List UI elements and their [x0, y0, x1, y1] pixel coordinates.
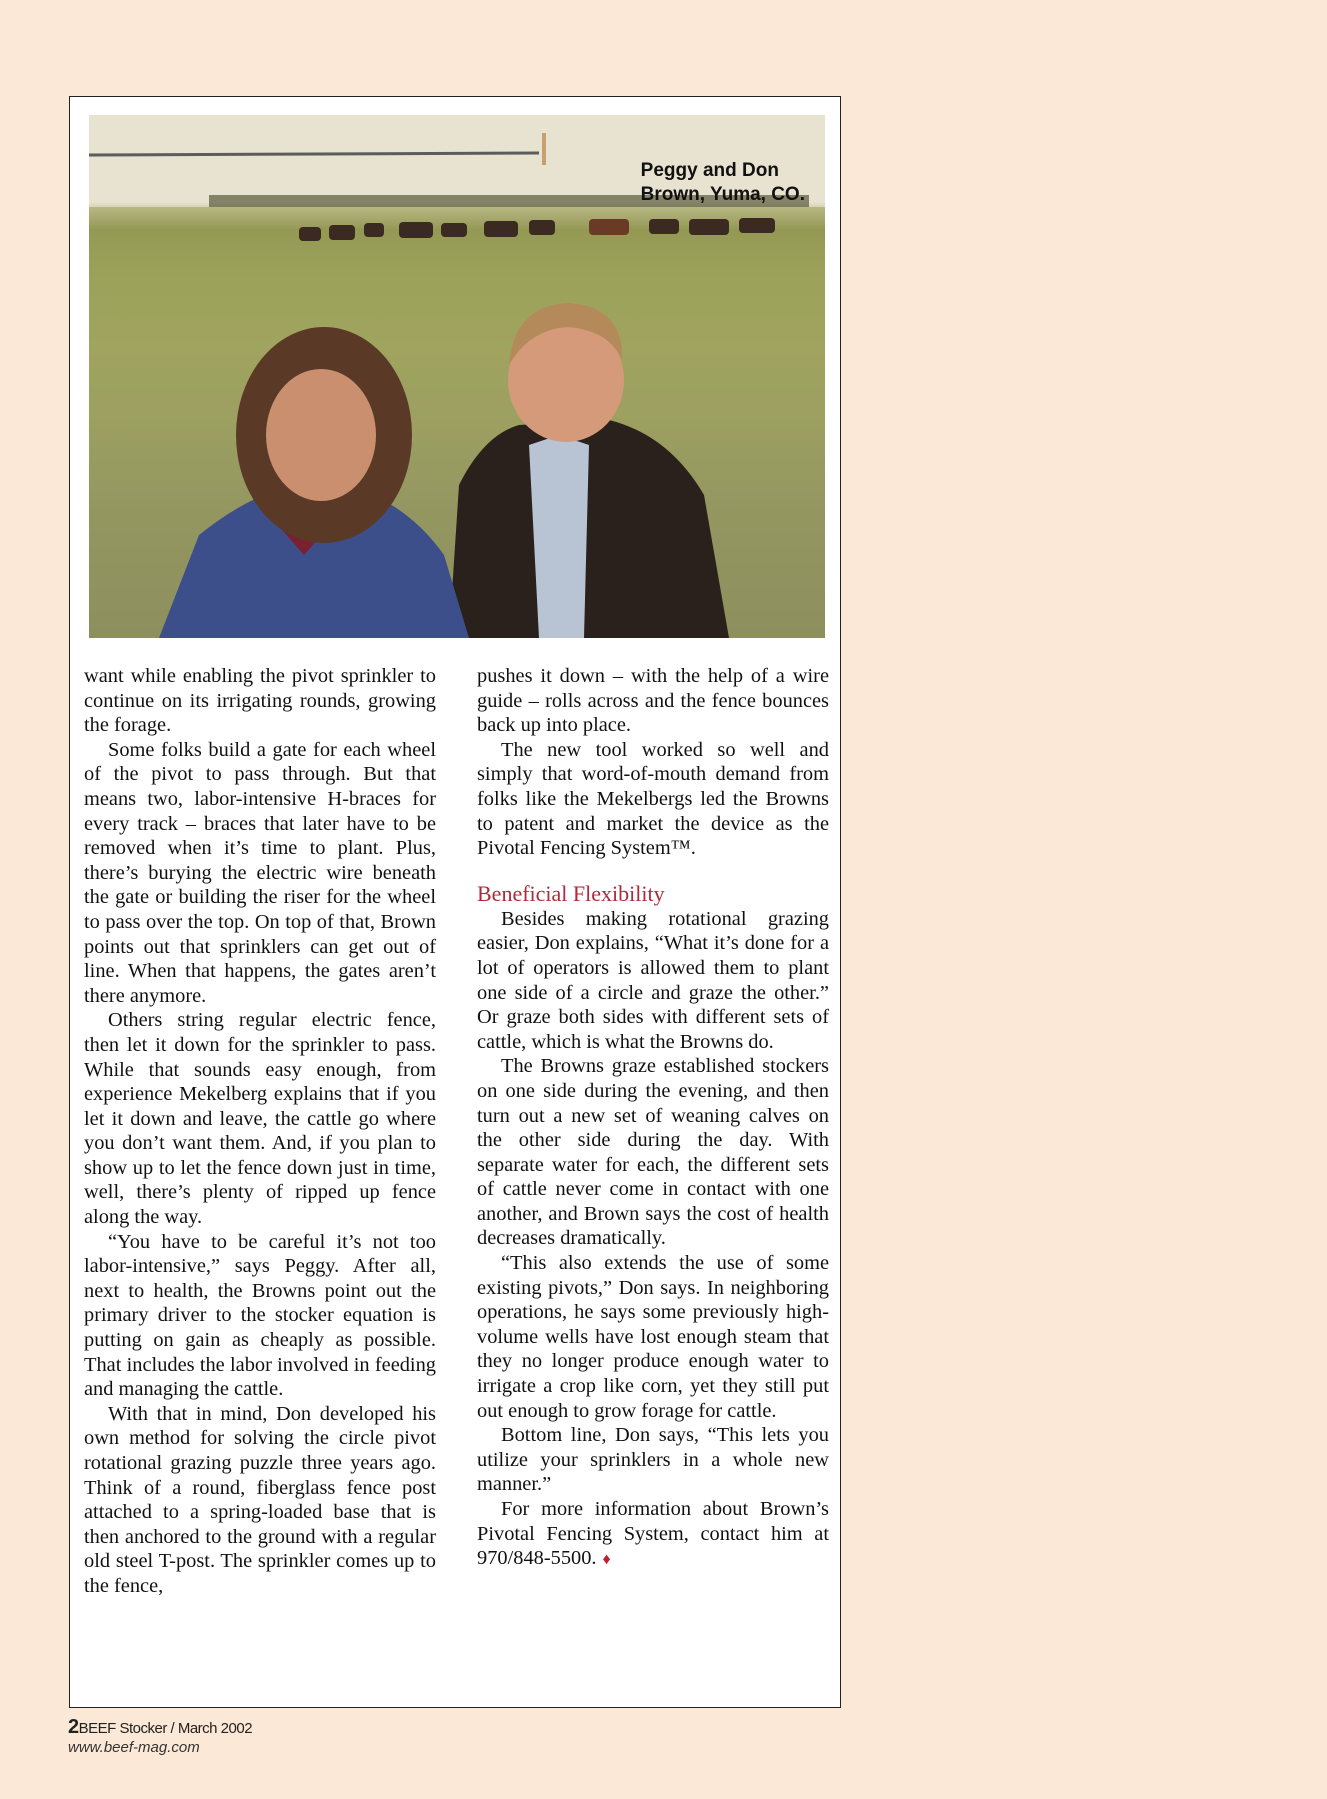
paragraph: pushes it down – with the help of a wire guide – rolls across and the fence bounces back up into place.: [477, 665, 829, 737]
publication-name: BEEF Stocker / March 2002: [78, 1720, 253, 1737]
paragraph: “You have to be careful it’s not too labor-intensive,” says Peggy. After all, next to health, the Browns point out the primary driver to the stocker equation is putting on gain as cheaply as possible. That includes the labor involved in feeding and managing the cattle.: [84, 1230, 436, 1401]
paragraph: The new tool worked so well and simply that word-of-mouth demand from folks like the Mekelbergs led the Browns to patent and market the device as the Pivotal Fencing System™.: [477, 738, 829, 860]
paragraph-final: [477, 1497, 829, 1573]
paragraph: Others string regular electric fence, then let it down for the sprinkler to pass. While that sounds easy enough, from experience Mekelberg explains that if you let it down and leave, the cattle go where you don’t want them. And, if you plan to show up to let the fence down just in time, well, there’s plenty of ripped up fence along the way.: [84, 1009, 436, 1229]
paragraph: want while enabling the pivot sprinkler to continue on its irrigating rounds, growing the forage.: [84, 665, 436, 737]
footer-website[interactable]: www.beef-mag.com: [68, 1739, 200, 1756]
photo-caption-line1: Peggy and Don: [640, 160, 779, 181]
paragraph: Some folks build a gate for each wheel of the pivot to pass through. But that means two, labor-intensive H-braces for every track – braces that later have to be removed when it’s time to plant. Plus, there’s burying the electric wire beneath the gate or building the riser for the wheel to pass over the top. On top of that, Brown points out that sprinklers can get out of line. When that happens, the gates aren’t there anymore.: [84, 738, 436, 1007]
paragraph: The Browns graze established stockers on one side during the evening, and then turn out a new set of weaning calves on the other side during the day. With separate water for each, the different sets of cattle never come in contact with one another, and Brown says the cost of health decreases dramatically.: [477, 1055, 829, 1250]
photo-caption: [641, 159, 805, 207]
article-column-right: [477, 664, 829, 1573]
page-number: 2: [68, 1716, 79, 1738]
paragraph: Bottom line, Don says, “This lets you utilize your sprinklers in a whole new manner.”: [477, 1424, 829, 1496]
final-text: For more information about Brown’s Pivotal Fencing System, contact him at 970/848-5500.: [477, 1498, 829, 1570]
footer-publication-line: [68, 1718, 252, 1738]
article-frame: [69, 96, 841, 1708]
photo-caption-line2: Brown, Yuma, CO.: [640, 184, 805, 205]
end-mark-icon: ♦: [602, 1551, 611, 1569]
paragraph: Besides making rotational grazing easier, Don explains, “What it’s done for a lot of operators is allowed them to plant one side of a circle and graze the other.” Or graze both sides with different sets of cattle, which is what the Browns do.: [477, 907, 829, 1053]
page-footer: [68, 1718, 252, 1758]
article-column-left: [84, 664, 436, 1599]
section-heading: Beneficial Flexibility: [477, 880, 665, 906]
paragraph: With that in mind, Don developed his own method for solving the circle pivot rotational grazing puzzle three years ago. Think of a round, fiberglass fence post attached to a spring-loaded base that is then anchored to the ground with a regular old steel T-post. The sprinkler comes up to the fence,: [84, 1402, 436, 1597]
paragraph: “This also extends the use of some existing pivots,” Don says. In neighboring operations, he says some previously high-volume wells have lost enough steam that they no longer produce enough water to irrigate a crop like corn, yet they still put out enough to grow forage for cattle.: [477, 1252, 829, 1422]
article-photo: [89, 115, 825, 638]
